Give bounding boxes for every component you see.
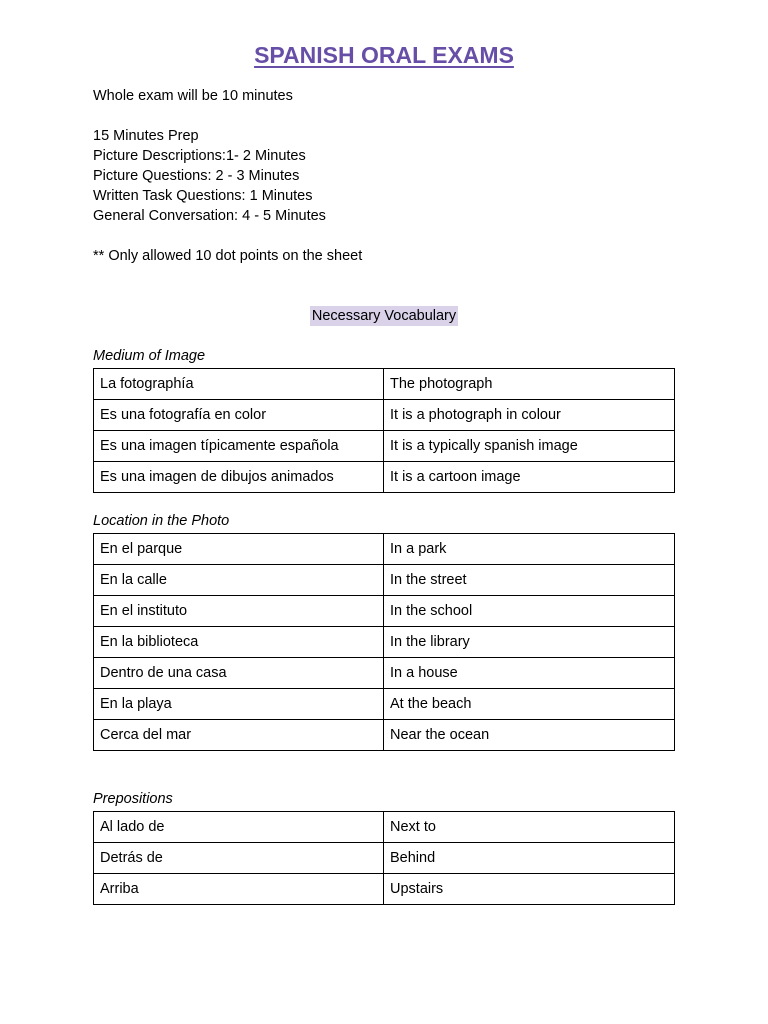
dot-points-note: ** Only allowed 10 dot points on the sheet [93, 248, 363, 264]
table-row [94, 658, 675, 689]
table-row [94, 627, 675, 658]
section-label-location: Location in the Photo [93, 513, 230, 529]
english-cell: Behind [384, 843, 675, 874]
table-row [94, 812, 675, 843]
table-row [94, 431, 675, 462]
spanish-cell: Arriba [94, 874, 384, 905]
english-cell: It is a photograph in colour [384, 400, 675, 431]
english-cell: In the library [384, 627, 675, 658]
table-row [94, 596, 675, 627]
vocab-table-location [93, 533, 675, 751]
english-cell: In the street [384, 565, 675, 596]
table-row [94, 720, 675, 751]
vocab-heading: Necessary Vocabulary [311, 308, 457, 324]
english-cell: The photograph [384, 369, 675, 400]
spanish-cell: En la playa [94, 689, 384, 720]
section-label-medium: Medium of Image [93, 348, 206, 364]
english-cell: In a park [384, 534, 675, 565]
table-row [94, 874, 675, 905]
page-title: SPANISH ORAL EXAMS [254, 42, 514, 68]
vocab-table-medium [93, 368, 675, 493]
english-cell: It is a cartoon image [384, 462, 675, 493]
table-row [94, 843, 675, 874]
exam-duration-text: Whole exam will be 10 minutes [93, 88, 293, 104]
schedule-item-written-task: Written Task Questions: 1 Minutes [93, 188, 313, 204]
spanish-cell: Cerca del mar [94, 720, 384, 751]
table-row [94, 565, 675, 596]
schedule-item-picture-descriptions: Picture Descriptions:1- 2 Minutes [93, 148, 306, 164]
spanish-cell: En la calle [94, 565, 384, 596]
spanish-cell: La fotographía [94, 369, 384, 400]
spanish-cell: Es una imagen de dibujos animados [94, 462, 384, 493]
english-cell: At the beach [384, 689, 675, 720]
section-label-prepositions: Prepositions [93, 791, 173, 807]
schedule-item-picture-questions: Picture Questions: 2 - 3 Minutes [93, 168, 300, 184]
spanish-cell: Es una fotografía en color [94, 400, 384, 431]
table-row [94, 462, 675, 493]
english-cell: In a house [384, 658, 675, 689]
spanish-cell: Detrás de [94, 843, 384, 874]
spanish-cell: En el instituto [94, 596, 384, 627]
vocab-table-prepositions [93, 811, 675, 905]
spanish-cell: En el parque [94, 534, 384, 565]
table-row [94, 400, 675, 431]
table-row [94, 534, 675, 565]
english-cell: Next to [384, 812, 675, 843]
schedule-item-general-conversation: General Conversation: 4 - 5 Minutes [93, 208, 326, 224]
english-cell: In the school [384, 596, 675, 627]
schedule-item-prep: 15 Minutes Prep [93, 128, 199, 144]
english-cell: It is a typically spanish image [384, 431, 675, 462]
spanish-cell: Es una imagen típicamente española [94, 431, 384, 462]
english-cell: Near the ocean [384, 720, 675, 751]
spanish-cell: Dentro de una casa [94, 658, 384, 689]
vocab-heading-container [0, 306, 768, 326]
table-row [94, 689, 675, 720]
spanish-cell: Al lado de [94, 812, 384, 843]
table-row [94, 369, 675, 400]
english-cell: Upstairs [384, 874, 675, 905]
spanish-cell: En la biblioteca [94, 627, 384, 658]
